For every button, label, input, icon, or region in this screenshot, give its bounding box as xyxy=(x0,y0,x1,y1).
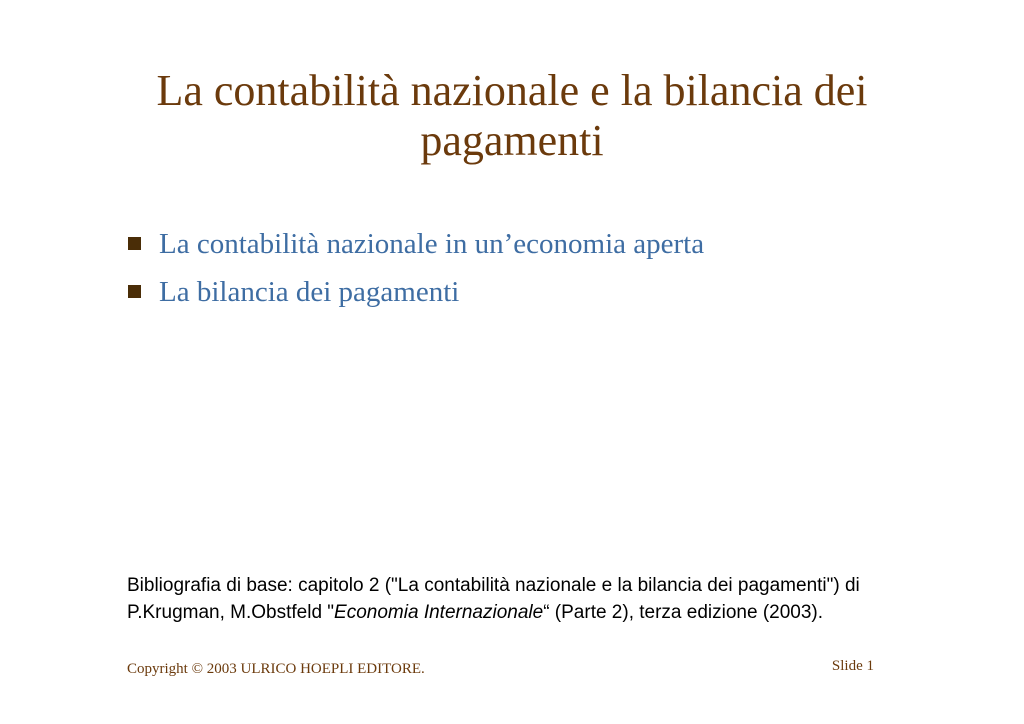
slide-title xyxy=(60,66,964,166)
slide-title-line-1: La contabilità nazionale e la bilancia dei xyxy=(156,66,868,115)
square-bullet-icon xyxy=(128,285,141,298)
copyright-footer: Copyright © 2003 ULRICO HOEPLI EDITORE. xyxy=(127,661,425,677)
slide-title-line-2: pagamenti xyxy=(420,116,604,165)
bullet-list xyxy=(128,226,948,322)
bullet-text: La bilancia dei pagamenti xyxy=(159,276,460,308)
slide-number: Slide 1 xyxy=(831,658,874,674)
bullet-item xyxy=(128,226,948,274)
bibliography-book-title: Economia Internazionale xyxy=(334,602,544,623)
bibliography-note xyxy=(127,572,907,626)
square-bullet-icon xyxy=(128,237,141,250)
bibliography-text-part-1: Bibliografia di base: capitolo 2 ("La contabilità nazionale e la bilancia dei pagamenti") di P.Krugman, M.Obstfeld " xyxy=(127,575,860,623)
bullet-text: La contabilità nazionale in un’economia aperta xyxy=(159,228,705,260)
bullet-item xyxy=(128,274,948,322)
bibliography-text-part-2: “ (Parte 2), terza edizione (2003). xyxy=(543,602,824,623)
